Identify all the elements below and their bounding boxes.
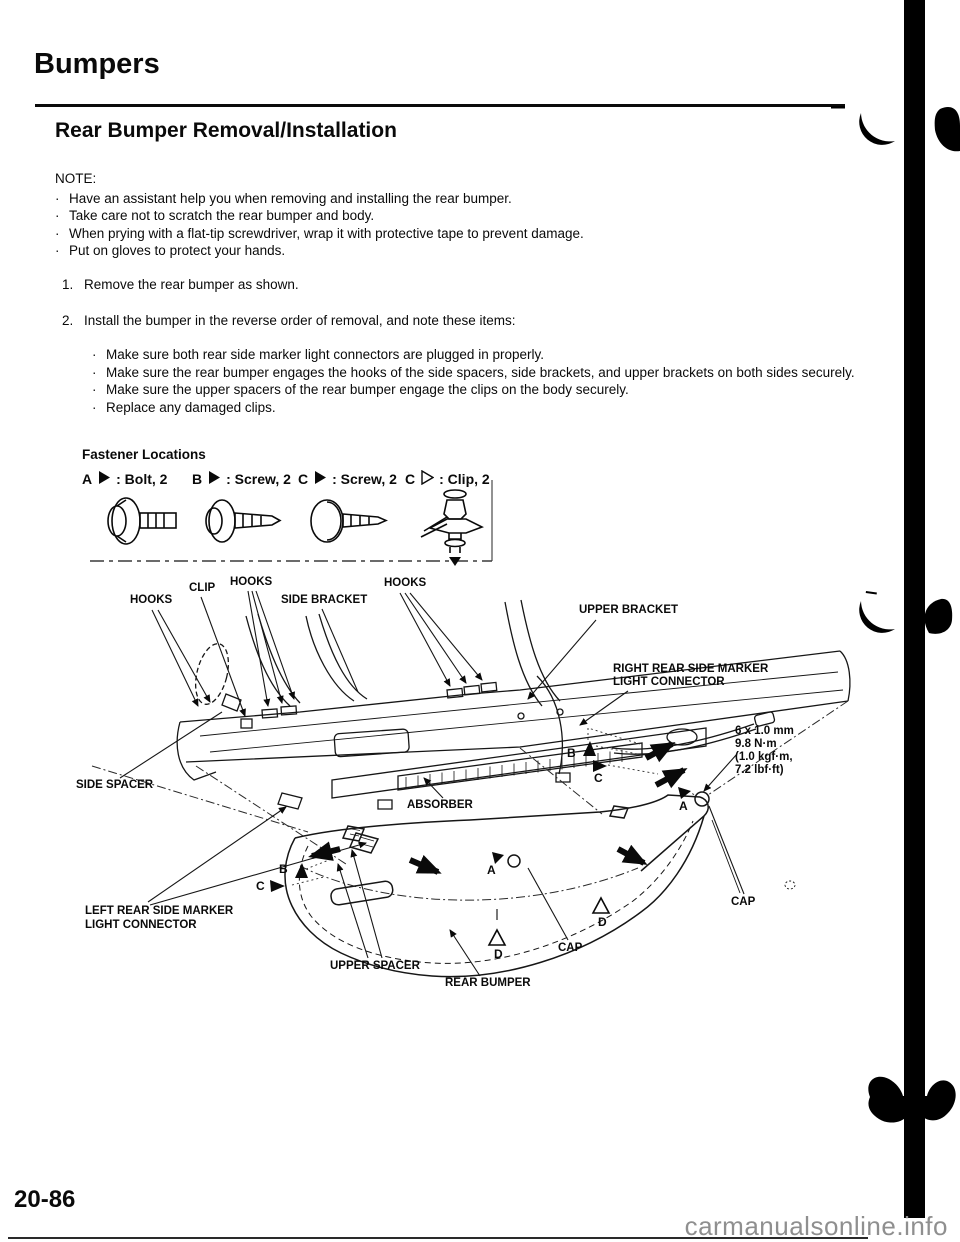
step2-note-item: · Replace any damaged clips.	[92, 399, 276, 415]
scan-binding-bar	[831, 0, 960, 1218]
step-2: 2. Install the bumper in the reverse order of removal, and note these items:	[62, 312, 516, 328]
label-hooks-far-left: HOOKS	[130, 594, 173, 606]
fastener-triangles	[270, 741, 691, 892]
note-label: NOTE:	[55, 171, 97, 186]
ink-mark	[935, 107, 960, 151]
label-absorber: ABSORBER	[407, 799, 473, 811]
label-cap-mid: CAP	[558, 942, 583, 954]
label-hooks-left: HOOKS	[230, 576, 273, 588]
marker-c-left: C	[256, 879, 265, 893]
screw-icon-c	[311, 500, 386, 542]
marker-b-right: B	[567, 746, 576, 760]
label-left-marker-1: LEFT REAR SIDE MARKER	[85, 905, 234, 917]
step-1: 1. Remove the rear bumper as shown.	[62, 277, 299, 292]
legend-divider	[90, 480, 492, 561]
marker-d-right: D	[598, 915, 607, 929]
marker-d-mid: D	[494, 947, 503, 961]
torque-spec-line1: 6 x 1.0 mm	[735, 725, 794, 737]
clip-icon	[421, 490, 482, 566]
step2-note-item: · Make sure both rear side marker light connectors are plugged in properly.	[92, 347, 544, 362]
bullet-icon: ·	[55, 190, 60, 206]
ink-tick	[831, 106, 845, 109]
ink-mark	[859, 113, 895, 145]
fastener-legend-item-a: A : Bolt, 2	[82, 471, 168, 487]
bolt-icon	[108, 498, 176, 544]
marker-c-right: C	[594, 771, 603, 785]
label-rear-bumper: REAR BUMPER	[445, 977, 531, 989]
label-side-spacer: SIDE SPACER	[76, 779, 154, 791]
bullet-icon: ·	[55, 225, 60, 241]
screw-icon-b	[206, 500, 280, 542]
torque-spec-line4: 7.2 lbf·ft)	[735, 764, 784, 776]
bullet-icon: ·	[55, 243, 60, 258]
torque-spec-line2: 9.8 N·m	[735, 738, 777, 750]
page-title: Rear Bumper Removal/Installation	[55, 119, 397, 142]
label-hooks-right: HOOKS	[384, 577, 427, 589]
fastener-locations-heading: Fastener Locations	[82, 447, 206, 462]
ink-tick	[866, 591, 877, 595]
label-right-marker-2: LIGHT CONNECTOR	[613, 676, 725, 688]
torque-spec-line3: (1.0 kgf·m,	[735, 751, 793, 763]
bullet-icon: ·	[92, 347, 97, 362]
fastener-legend-item-b: B : Screw, 2	[192, 471, 291, 487]
marker-b-left: B	[279, 862, 288, 876]
label-left-marker-2: LIGHT CONNECTOR	[85, 919, 197, 931]
bullet-icon: ·	[92, 399, 97, 415]
label-side-bracket: SIDE BRACKET	[281, 594, 368, 606]
note-item: · Take care not to scratch the rear bumper and body.	[55, 208, 375, 223]
page-number: 20-86	[14, 1186, 76, 1213]
label-upper-bracket: UPPER BRACKET	[579, 604, 679, 616]
fastener-legend-item-c: C : Screw, 2	[298, 471, 397, 487]
note-item: · Have an assistant help you when removing and installing the rear bumper.	[55, 190, 512, 206]
label-upper-spacer: UPPER SPACER	[330, 960, 420, 972]
section-title: Bumpers	[34, 48, 160, 80]
step2-note-item: · Make sure the rear bumper engages the hooks of the side spacers, side brackets, and upper brackets on both sides securely.	[92, 364, 855, 380]
bullet-icon: ·	[92, 364, 97, 380]
label-cap-right: CAP	[731, 896, 756, 908]
ink-mark	[925, 599, 953, 634]
note-item: · Put on gloves to protect your hands.	[55, 243, 286, 258]
marker-a-mid: A	[487, 863, 496, 877]
marker-a-right: A	[679, 799, 688, 813]
bullet-icon: ·	[55, 208, 60, 223]
note-item: · When prying with a flat-tip screwdriver, wrap it with protective tape to prevent damage.	[55, 225, 584, 241]
car-body-art	[177, 600, 850, 809]
step2-note-item: · Make sure the upper spacers of the rear bumper engage the clips on the body securely.	[92, 382, 629, 397]
ink-mark	[859, 601, 895, 633]
fastener-legend-item-c2: C : Clip, 2	[405, 471, 490, 487]
label-clip: CLIP	[189, 582, 216, 594]
bullet-icon: ·	[92, 382, 97, 397]
label-right-marker-1: RIGHT REAR SIDE MARKER	[613, 663, 769, 675]
watermark: carmanualsonline.info	[684, 1211, 948, 1241]
